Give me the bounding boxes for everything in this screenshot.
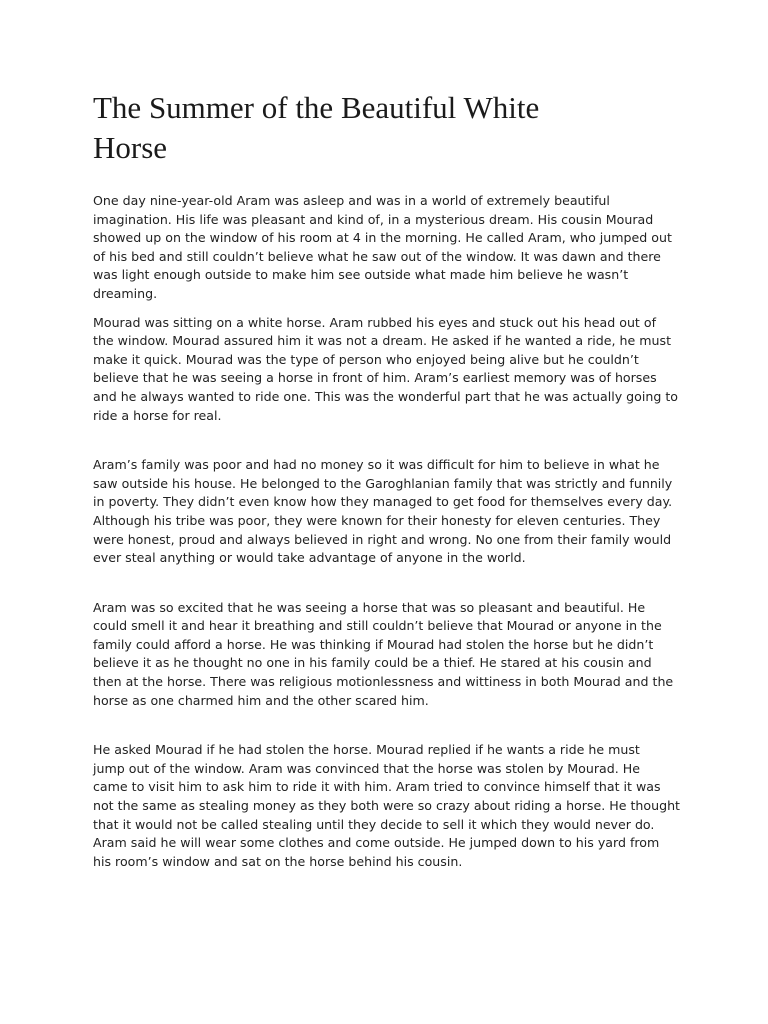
text-line: could smell it and hear it breathing and still couldn’t believe that Mourad or anyone in the <box>93 618 662 634</box>
text-line: One day nine-year-old Aram was asleep and was in a world of extremely beautiful <box>93 193 610 208</box>
text-line: in poverty. They didn’t even know how they managed to get food for themselves every day. <box>93 494 673 510</box>
text-line: family could afford a horse. He was thinking if Mourad had stolen the horse but he didn’t <box>93 636 654 652</box>
text-line: the window. Mourad assured him it was not a dream. He asked if he wanted a ride, he must <box>93 333 672 349</box>
title-line: The Summer of the Beautiful White <box>93 90 540 125</box>
text-line: were honest, proud and always believed in right and wrong. No one from their family would <box>93 531 672 547</box>
text-line: of his bed and still couldn’t believe what he saw out of the window. It was dawn and there <box>93 248 661 264</box>
text-line: believe it as he thought no one in his family could be a thief. He stared at his cousin and <box>93 655 652 671</box>
text-line: came to visit him to ask him to ride it with him. Aram tried to convince himself that it was <box>93 779 661 795</box>
title-line: Horse <box>93 130 168 165</box>
text-line: ever steal anything or would take advantage of anyone in the world. <box>93 550 526 566</box>
paragraph-5 <box>93 741 679 871</box>
text-line: was light enough outside to make him see outside what made him believe he wasn’t <box>93 267 629 283</box>
paragraph-2 <box>93 314 679 426</box>
text-line: imagination. His life was pleasant and kind of, in a mysterious dream. His cousin Mourad <box>93 211 654 227</box>
text-line: He asked Mourad if he had stolen the horse. Mourad replied if he wants a ride he must <box>93 742 640 758</box>
paragraph-1 <box>93 192 679 304</box>
text-line: then at the horse. There was religious motionlessness and wittiness in both Mourad and the <box>93 674 674 690</box>
text-line: Although his tribe was poor, they were known for their honesty for eleven centuries. They <box>93 512 661 528</box>
text-line: and he always wanted to ride one. This was the wonderful part that he was actually going to <box>93 388 678 404</box>
text-line: that it would not be called stealing until they decide to sell it which they would never do. <box>93 816 655 832</box>
text-line: believe that he was seeing a horse in front of him. Aram’s earliest memory was of horses <box>93 370 657 386</box>
text-line: his room’s window and sat on the horse behind his cousin. <box>93 853 463 869</box>
text-line: make it quick. Mourad was the type of person who enjoyed being alive but he couldn’t <box>93 351 639 367</box>
text-line: Aram said he will wear some clothes and come outside. He jumped down to his yard from <box>93 835 660 851</box>
text-line: jump out of the window. Aram was convinced that the horse was stolen by Mourad. He <box>93 760 640 776</box>
text-line: horse as one charmed him and the other scared him. <box>93 692 429 708</box>
paragraph-3 <box>93 456 679 568</box>
text-line: showed up on the window of his room at 4 in the morning. He called Aram, who jumped out <box>93 230 672 246</box>
text-line: dreaming. <box>93 285 158 301</box>
text-line: not the same as stealing money as they both were so crazy about riding a horse. He thought <box>93 798 680 814</box>
text-line: saw outside his house. He belonged to the Garoghlanian family that was strictly and funnily <box>93 475 673 491</box>
paragraph-4 <box>93 599 679 711</box>
text-line: Aram was so excited that he was seeing a horse that was so pleasant and beautiful. He <box>93 599 646 615</box>
text-line: Aram’s family was poor and had no money so it was difficult for him to believe in what he <box>93 457 660 473</box>
document-title <box>93 88 653 168</box>
document-body <box>93 192 679 871</box>
text-line: Mourad was sitting on a white horse. Aram rubbed his eyes and stuck out his head out of <box>93 314 657 330</box>
text-line: ride a horse for real. <box>93 407 222 423</box>
